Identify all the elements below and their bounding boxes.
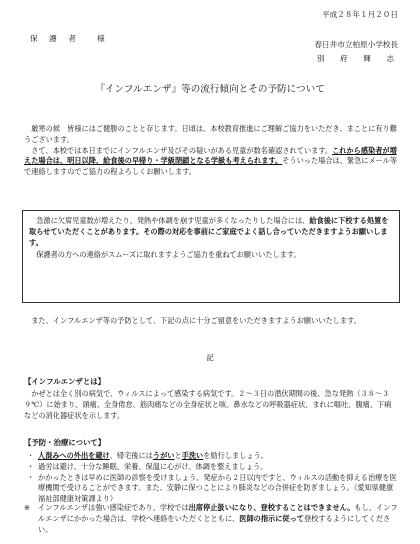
issue-date: 平成２８年１月２０日 bbox=[322, 10, 398, 19]
document-title: 『インフルエンザ』等の流行傾向とその予防について bbox=[95, 84, 325, 95]
prevention-item-text: を励行しましょう。 bbox=[203, 451, 268, 460]
prevention-item-text: 過労は避け、十分な睡眠、栄養、保温に心がけ、体調を整えましょう。 bbox=[38, 461, 268, 471]
intro-notice-plain: さて、本校では本日までにインフルエンザ及びその疑いがある児童が数名確認されています。 bbox=[31, 145, 333, 155]
box-note: 保護者の方への連絡がスムーズに取れますようご協力を重ねてお願いいたします。 bbox=[36, 250, 301, 260]
sender-block bbox=[314, 38, 398, 66]
notice-text: インフルエンザは強い感染症であり、学校では bbox=[38, 503, 189, 512]
bullet-mark: ・ bbox=[27, 461, 35, 471]
closing-paragraph: また、インフルエンザ等の予防として、下記の点に十分ご留意をいただきますようお願いいたします。 bbox=[31, 316, 361, 325]
notice-emphasis: 医師の指示に従って bbox=[239, 513, 304, 523]
box-lead bbox=[29, 216, 393, 248]
attendance-notice bbox=[24, 503, 400, 535]
box-lead-emphasis: 給食後に下校する処置を取らせていただくことがあります。その際の対応を事前にご家庭でよく話し合っていただきますようお願いします。 bbox=[29, 216, 389, 247]
prevention-heading: 【予防・治療について】 bbox=[24, 438, 106, 447]
prevention-item bbox=[24, 451, 398, 462]
box-lead-plain: 急激に欠席児童数が増えたり、発熱や体調を崩す児童が多くなったりした場合には、 bbox=[36, 216, 310, 225]
early-dismissal-box bbox=[22, 210, 400, 303]
ki-marker: 記 bbox=[206, 353, 214, 362]
asterisk-mark: ※ bbox=[24, 503, 31, 512]
notice-text: 登校するようにしてください。 bbox=[38, 513, 391, 534]
intro-paragraph bbox=[24, 124, 398, 178]
influenza-heading: 【インフルエンザとは】 bbox=[24, 377, 106, 386]
bullet-mark: ・ bbox=[27, 472, 35, 482]
bullet-mark: ・ bbox=[27, 451, 35, 460]
prevention-item-text: かかったときは早めに医師の診察を受けましょう。発症から２日以内ですと、ウィルスの活動を抑える治療を医療機関で受けることができます。また、安静に保つことにより肺炎などの合併症を防ぎましょう。 bbox=[38, 472, 397, 493]
prevention-item-handwash: 手洗い bbox=[181, 451, 204, 460]
prevention-item-text: と bbox=[174, 451, 182, 460]
notice-emphasis: 出席停止扱いになり、登校することはできません。 bbox=[188, 503, 355, 512]
prevention-item bbox=[24, 473, 398, 505]
intro-notice bbox=[24, 146, 398, 178]
prevention-item-emphasis: 人混みへの外出を避け bbox=[38, 451, 110, 460]
intro-greeting: 厳寒の候 皆様にはご健勝のことと存じます。日頃は、本校教育推進にご理解ご協力をいただき、まことに有り難うございます。 bbox=[24, 124, 397, 144]
school-name: 春日井市立柏原小学校長 bbox=[314, 40, 398, 49]
prevention-source: （愛知県健康福祉部健康対策課より） bbox=[38, 483, 394, 504]
prevention-list bbox=[24, 451, 398, 505]
notice-row bbox=[24, 503, 400, 535]
prevention-item-gargle: うがい bbox=[152, 451, 175, 460]
principal-name: 別 府 輝 志 bbox=[316, 54, 398, 64]
prevention-item-text: 、帰宅後には bbox=[109, 451, 153, 460]
notice-text: もし、インフルエンザにかかった場合は、学校へ連絡をいただくとともに、 bbox=[38, 503, 398, 523]
influenza-body: かぜとは全く別の病気で、ウィルスによって感染する病気です。２～３日の潜伏期間の後、急な発熱（３８～３９℃）に始まり、頭痛、全身倦怠、筋肉痛などの全身症状と咳、鼻水などの呼吸器症状、まれに嘔吐、腹痛、下痢などの消化器症状を示します。 bbox=[24, 389, 392, 420]
intro-notice-emphasis: これから感染者が増えた場合は、明日以降、給食後の早帰り・学級閉鎖となる学級も考えられます。 bbox=[24, 145, 397, 166]
prevention-item bbox=[24, 462, 398, 473]
recipient-line: 保 護 者 様 bbox=[30, 34, 107, 43]
intro-notice-tail: そういった場合は、緊急にメール等で連絡しますのでご協力の程よろしくお願いします。 bbox=[24, 156, 398, 177]
